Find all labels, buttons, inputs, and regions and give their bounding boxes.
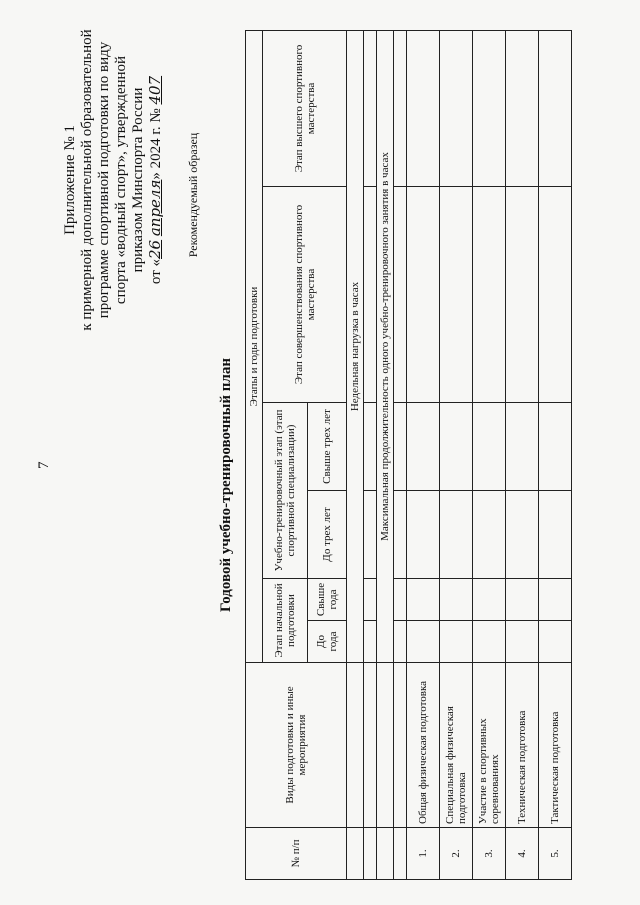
max-num-cell bbox=[377, 828, 394, 880]
order-number: 407 bbox=[146, 75, 164, 105]
table-row bbox=[407, 31, 440, 880]
row-label: Тактическая подготовка bbox=[539, 663, 572, 828]
date-prefix: от « bbox=[148, 259, 164, 285]
row-number: 1. bbox=[407, 828, 440, 880]
weekly-load-row bbox=[347, 31, 364, 880]
stages-header: Этапы и годы подготовки bbox=[246, 31, 263, 663]
row-number: 5. bbox=[539, 828, 572, 880]
appendix-line-2: программе спортивной подготовки по виду bbox=[96, 41, 112, 319]
date-day: 26 bbox=[146, 239, 164, 259]
appendix-date-line bbox=[147, 15, 165, 345]
table-row bbox=[473, 31, 506, 880]
col-types-header: Виды подготовки и иные мероприятия bbox=[246, 663, 347, 828]
row-number: 4. bbox=[506, 828, 539, 880]
page-title: Годовой учебно-тренировочный план bbox=[218, 358, 234, 612]
table-row bbox=[440, 31, 473, 880]
weekly-num-cell bbox=[347, 828, 364, 880]
header-row-1 bbox=[246, 31, 263, 880]
page-number: 7 bbox=[36, 461, 52, 469]
date-year: » 2024 г. № bbox=[148, 108, 164, 180]
row-label: Общая физическая подготовка bbox=[407, 663, 440, 828]
training-plan-table bbox=[245, 30, 572, 880]
row-number: 3. bbox=[473, 828, 506, 880]
training-sub-2: Свыше трех лет bbox=[308, 403, 347, 491]
appendix-line-3: спорта «водный спорт», утвержденной bbox=[113, 55, 129, 305]
stage-higher-header: Этап высшего спортивного мастерства bbox=[263, 31, 347, 187]
row-label: Участие в спортивных соревнованиях bbox=[473, 663, 506, 828]
sample-note: Рекомендуемый образец bbox=[186, 132, 200, 258]
max-duration-row bbox=[377, 31, 394, 880]
row-number: 2. bbox=[440, 828, 473, 880]
stage-improvement-header: Этап совершенствования спортивного мастерства bbox=[263, 187, 347, 403]
stage-initial-header: Этап начальной подготовки bbox=[263, 579, 308, 663]
appendix-line-1: к примерной дополнительной образовательной bbox=[79, 29, 95, 331]
max-label-cell bbox=[377, 663, 394, 828]
row-label: Техническая подготовка bbox=[506, 663, 539, 828]
col-num-header: № п/п bbox=[246, 828, 347, 880]
date-month: апреля bbox=[146, 179, 164, 237]
appendix-title: Приложение № 1 bbox=[62, 125, 78, 235]
table-row bbox=[506, 31, 539, 880]
weekly-values-row bbox=[364, 31, 377, 880]
row-label: Специальная физическая подготовка bbox=[440, 663, 473, 828]
weekly-label-cell bbox=[347, 663, 364, 828]
max-duration-label: Максимальная продолжительность одного учебно-тренировочного занятия в часах bbox=[377, 31, 394, 663]
training-sub-1: До трех лет bbox=[308, 491, 347, 579]
stage-training-header: Учебно-тренировочный этап (этап спортивной специализации) bbox=[263, 403, 308, 579]
max-values-row bbox=[394, 31, 407, 880]
appendix-line-4: приказом Минспорта России bbox=[130, 87, 146, 273]
appendix-header bbox=[62, 15, 165, 345]
weekly-load-label: Недельная нагрузка в часах bbox=[347, 31, 364, 663]
table-row bbox=[539, 31, 572, 880]
initial-sub-1: До года bbox=[308, 621, 347, 663]
initial-sub-2: Свыше года bbox=[308, 579, 347, 621]
